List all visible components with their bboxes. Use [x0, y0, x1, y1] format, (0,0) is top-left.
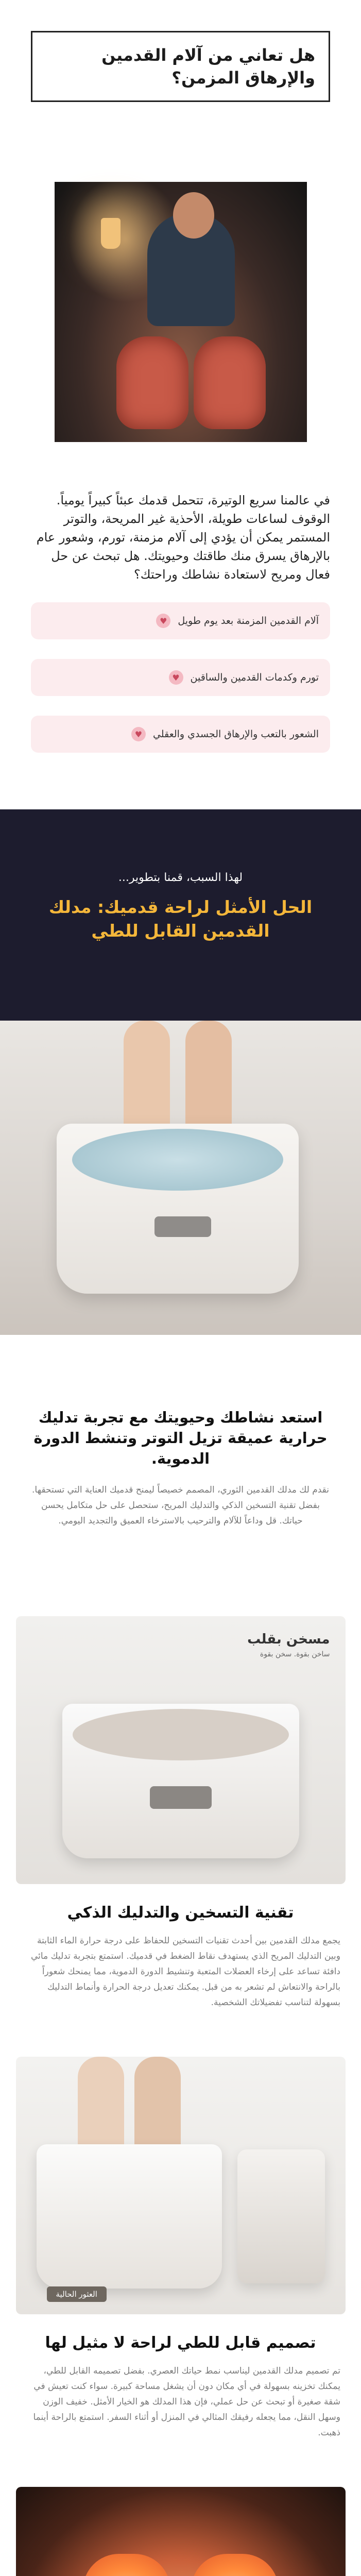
water-shape [72, 1129, 283, 1191]
control-panel-shape [154, 1216, 211, 1237]
image-label-small: ساخن بقوة. سخن بقوة [260, 1650, 330, 1658]
hero-title-box [31, 31, 330, 102]
rim-shape [73, 1709, 289, 1760]
intro-paragraph: في عالمنا سريع الوتيرة، تتحمل قدمك عبئاً كبيراً يومياً. الوقوف لساعات طويلة، الأحذية غير المريحة، والتوتر المستمر يمكن أن يؤدي إلى آلام مزمنة، تورم، وشعور عام بالإرهاق يسرق منك طاقتك وحيويتك. هل تبحث عن حل فعال ومريح لاستعادة نشاطك وراحتك؟ [36, 493, 330, 582]
symptom-item [31, 716, 330, 753]
glowing-foot-left [83, 2554, 170, 2576]
solution-kicker: لهذا السبب، قمنا بتطوير... [118, 871, 243, 884]
heart-icon: ♥ [169, 670, 183, 685]
image-label-big: مسخن بقلب [247, 1632, 330, 1647]
feature-intro-title: استعد نشاطك وحيويتك مع تجربة تدليك حرارية عميقة تزيل التوتر وتنشط الدورة الدموية. [33, 1409, 328, 1467]
feature-intro [31, 1407, 330, 1529]
symptom-label: الشعور بالتعب والإرهاق الجسدي والعقلي [152, 728, 319, 740]
lamp-shape [101, 218, 121, 249]
feature-intro-text: نقدم لك مدلك القدمين الثوري، المصمم خصيصاً ليمنح قدميك العناية التي تستحقها. بفضل تقنية التسخين الذكي والتدليك المريح، ستحصل على حل متكامل يحسن حياتك. قل وداعاً للآلام والترحيب بالاسترخاء العميق والتجديد اليومي. [32, 1485, 329, 1526]
solution-title: الحل الأمثل لراحة قدميك: مدلك القدمين القابل للطي [48, 897, 313, 941]
heating-product-photo [16, 1616, 346, 1884]
image-label [247, 1632, 330, 1658]
hero-title: هل تعاني من آلام القدمين والإرهاق المزمن؟ [101, 45, 315, 88]
heating-text: يجمع مدلك القدمين بين أحدث تقنيات التسخين للحفاظ على درجة حرارة الماء الثابتة وبين التدليك المريح الذي يستهدف نقاط الضغط في قدميك. استمتع بتجربة تدليك مائي دافئة تساعد على إرخاء العضلات المتعبة وتنشيط الدورة الدموية، مما يمنحك شعوراً بالراحة والانتعاش لم تشعر به من قبل. يمكنك تعديل درجة الحرارة وأنماط التدليك بسهولة لتناسب تفضيلاتك الشخصية. [31, 1936, 340, 2008]
foot-bath-photo [0, 1021, 361, 1335]
foldable-title: تصميم قابل للطي لراحة لا مثيل لها [45, 2334, 316, 2352]
symptoms-list [31, 602, 330, 753]
symptom-label: تورم وكدمات القدمين والساقين [190, 672, 319, 683]
symptom-label: آلام القدمين المزمنة بعد يوم طويل [178, 615, 319, 626]
tired-feet-photo [55, 182, 307, 442]
reflexology-photo [16, 2487, 346, 2576]
foldable-text: تم تصميم مدلك القدمين ليناسب نمط حياتك العصري. بفضل تصميمه القابل للطي، يمكنك تخزينه بسهولة في أي مكان دون أن يشغل مساحة كبيرة. سواء كنت تعيش في شقة صغيرة أو تبحث عن حل عملي، فإن هذا المدلك هو الخيار الأمثل. خفيف الوزن وسهل النقل، مما يجعله رفيقك المثالي في المنزل أو أثناء السفر. استمتع بالراحة أينما ذهبت. [33, 2366, 340, 2438]
sore-foot-left [116, 336, 188, 429]
folded-basin-shape [237, 2149, 325, 2283]
symptom-item [31, 659, 330, 696]
foldable-product-photo [16, 2057, 346, 2314]
basin-shape [37, 2144, 222, 2289]
control-panel-shape [150, 1786, 212, 1809]
head-shape [173, 192, 214, 239]
heart-icon: ♥ [156, 614, 170, 628]
solution-banner [0, 809, 361, 1021]
heart-icon: ♥ [131, 727, 146, 741]
glowing-foot-right [191, 2554, 279, 2576]
heating-title: تقنية التسخين والتدليك الذكي [67, 1904, 294, 1922]
symptom-item [31, 602, 330, 639]
image-tag: العثور الحالية [47, 2286, 107, 2302]
sore-foot-right [194, 336, 266, 429]
